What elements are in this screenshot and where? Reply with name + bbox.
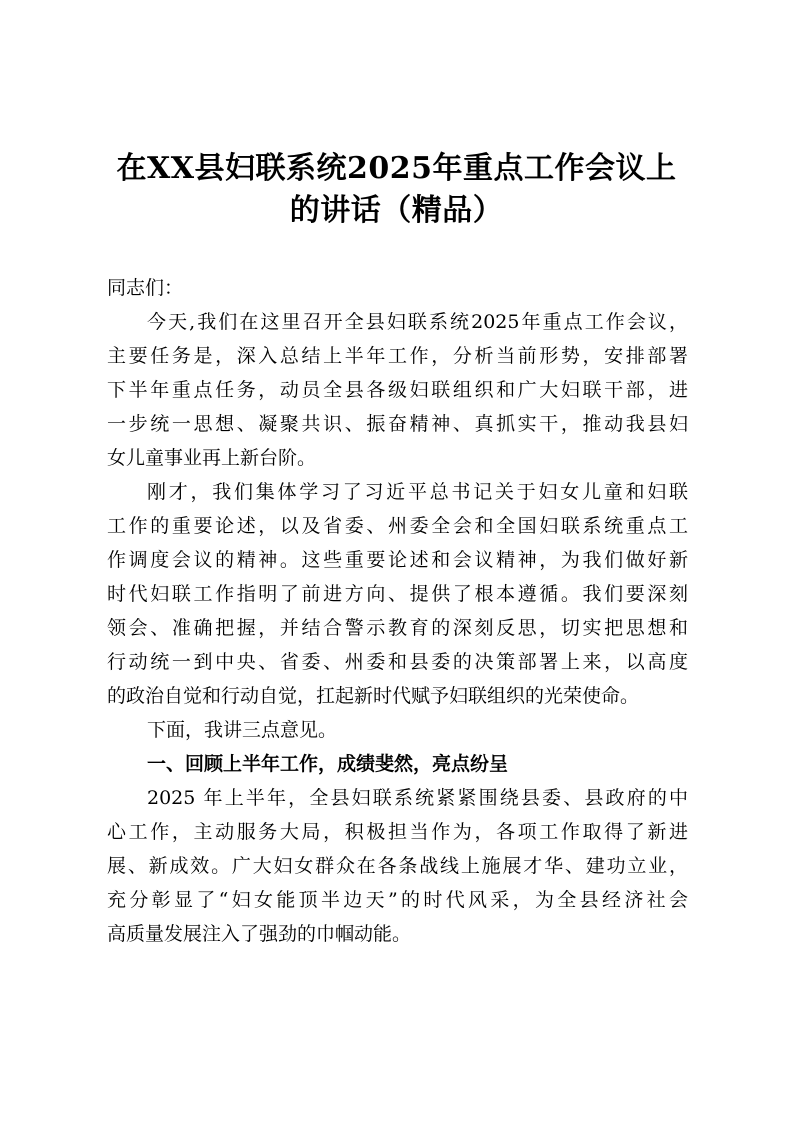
heading-line: 一、回顾上半年工作，成绩斐然，亮点纷呈 <box>147 753 509 775</box>
paragraph-line: 作调度会议的精神。这些重要论述和会议精神，为我们做好新 <box>107 549 688 571</box>
paragraph-line: 时代妇联工作指明了前进方向、提供了根本遵循。我们要深刻 <box>107 583 688 605</box>
document-body <box>107 271 688 951</box>
paragraph-review <box>107 781 688 951</box>
paragraph-line: 下半年重点任务，动员全县各级妇联组织和广大妇联干部，进 <box>107 379 688 401</box>
paragraph-line: 的政治自觉和行动自觉，扛起新时代赋予妇联组织的光荣使命。 <box>107 685 640 707</box>
paragraph-line: 展、新成效。广大妇女群众在各条战线上施展才华、建功立业， <box>107 855 688 877</box>
salutation: 同志们： <box>107 277 184 299</box>
paragraph-line: 心工作，主动服务大局，积极担当作为，各项工作取得了新进 <box>107 821 688 843</box>
paragraph-line: 下面，我讲三点意见。 <box>147 719 338 741</box>
title-line: 在XX县妇联系统2025年重点工作会议上 <box>116 151 677 186</box>
section-heading <box>107 747 688 781</box>
paragraph-line: 一步统一思想、凝聚共识、振奋精神、真抓实干，推动我县妇 <box>107 413 688 435</box>
paragraph-intro <box>107 713 688 747</box>
paragraph-line: 今天,我们在这里召开全县妇联系统2025年重点工作会议， <box>147 311 688 333</box>
paragraph-line: 充分彰显了“妇女能顶半边天”的时代风采，为全县经济社会 <box>107 889 688 911</box>
title-line: 的讲话（精品） <box>289 193 504 228</box>
paragraph-line: 高质量发展注入了强劲的巾帼动能。 <box>107 923 412 945</box>
paragraph-study <box>107 475 688 713</box>
paragraph-line: 主要任务是，深入总结上半年工作，分析当前形势，安排部署 <box>107 345 688 367</box>
document-title <box>100 148 693 232</box>
paragraph-line: 2025 年上半年，全县妇联系统紧紧围绕县委、县政府的中 <box>147 787 688 809</box>
paragraph-line: 行动统一到中央、省委、州委和县委的决策部署上来，以高度 <box>107 651 688 673</box>
paragraph-opening <box>107 305 688 475</box>
paragraph-line: 工作的重要论述，以及省委、州委全会和全国妇联系统重点工 <box>107 515 688 537</box>
paragraph-line: 领会、准确把握，并结合警示教育的深刻反思，切实把思想和 <box>107 617 688 639</box>
paragraph-line: 刚才，我们集体学习了习近平总书记关于妇女儿童和妇联 <box>147 481 688 503</box>
paragraph-line: 女儿童事业再上新台阶。 <box>107 447 317 469</box>
